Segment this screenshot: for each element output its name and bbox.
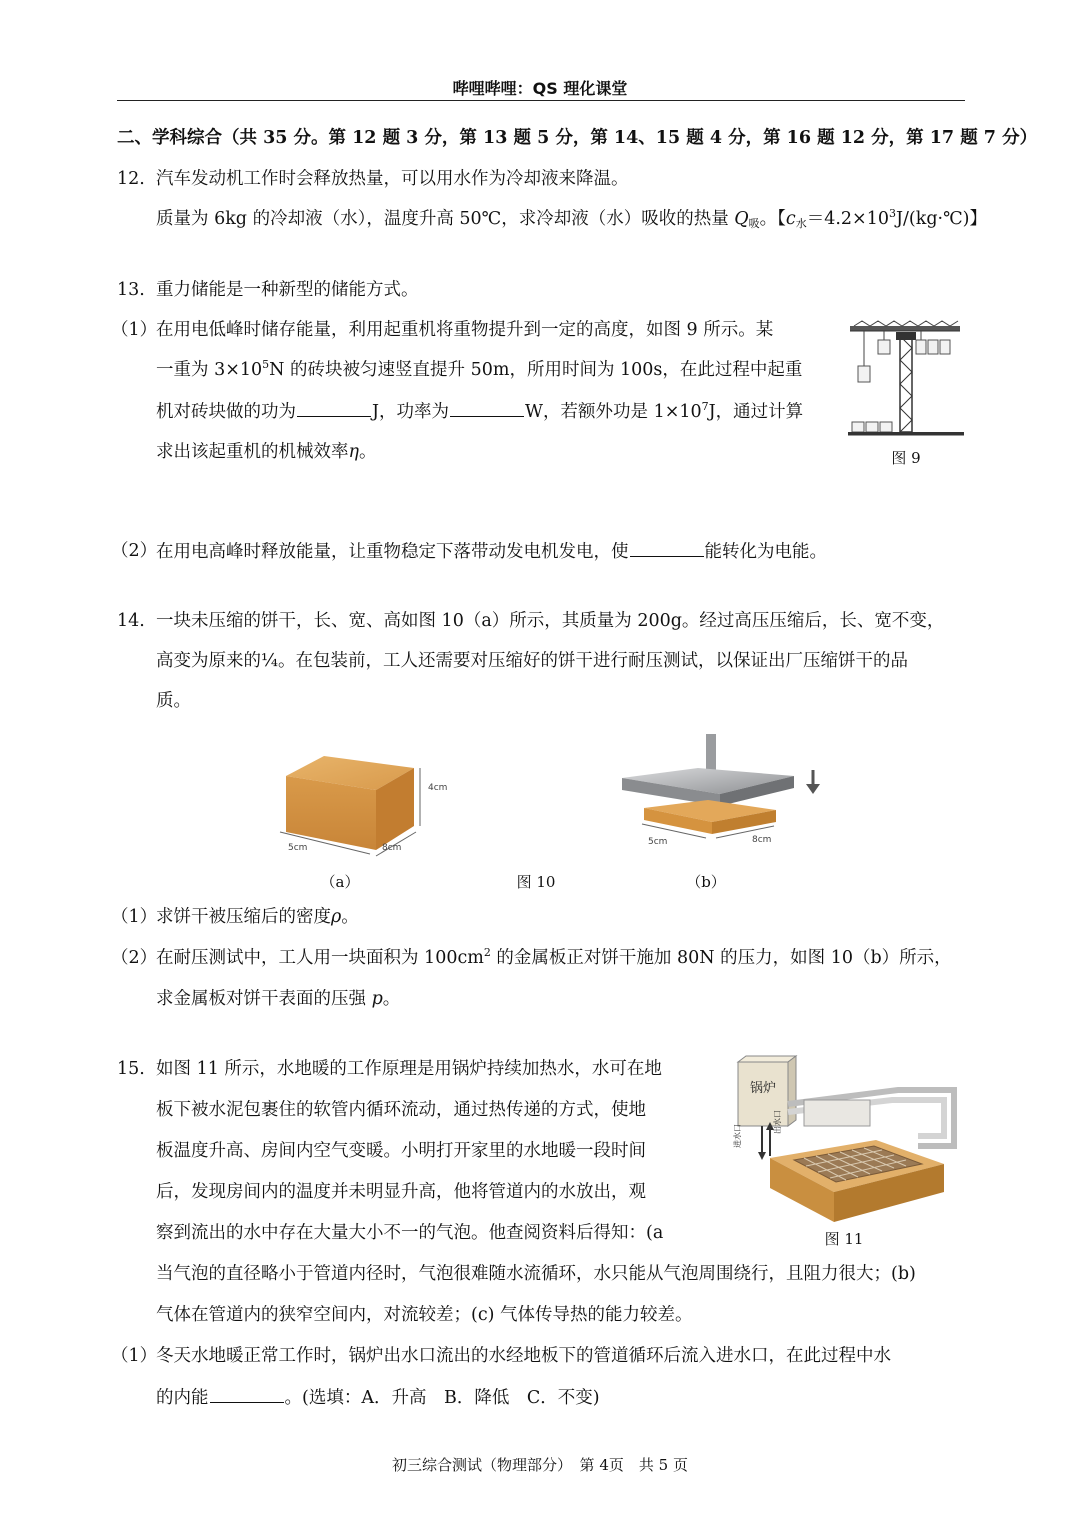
q15-line5: 察到流出的水中存在大量大小不一的气泡。他查阅资料后得知：(a — [156, 1223, 664, 1243]
q15-p1a: 的内能 — [156, 1388, 209, 1408]
q13-l3b: J，功率为 — [372, 402, 450, 422]
q13-number: 13. — [117, 280, 145, 300]
page-header-title: 哔哩哔哩：QS 理化课堂 — [452, 79, 628, 98]
figure-9-crane-illustration — [846, 318, 966, 448]
q13-part1-line4 — [156, 441, 377, 463]
figure-10b-press-illustration — [588, 734, 838, 864]
q15-line6: 当气泡的直径略小于管道内径时，气泡很难随水流循环，水只能从气泡周围绕行，且阻力很大；(b) — [156, 1264, 916, 1284]
dim-height-label: 4cm — [428, 783, 448, 793]
q12-line2-a: 质量为 6kg 的冷却液（水），温度升高 50℃，求冷却液（水）吸收的热量 — [156, 209, 735, 229]
figure-10b-label: （b） — [686, 873, 726, 891]
q14-part1-number: （1） — [111, 907, 158, 927]
answer-blank-energy[interactable] — [630, 540, 704, 557]
q14-p1b: 。 — [341, 907, 359, 927]
dim-width-label-b: 5cm — [648, 837, 668, 847]
figure-11-caption: 图 11 — [824, 1230, 864, 1248]
q14-p2b: 的金属板正对饼干施加 80N 的压力，如图 10（b）所示， — [490, 948, 952, 968]
q13-l4b: 。 — [359, 442, 377, 462]
inlet-label: 进水口 — [733, 1124, 742, 1148]
q12-line2 — [156, 208, 987, 230]
figure-10-caption: 图 10 — [516, 873, 556, 891]
q14-symbol-p: p — [371, 989, 383, 1009]
q14-exp2: 2 — [483, 946, 491, 959]
q13-part2-line — [156, 540, 827, 563]
q14-line2: 高变为原来的¼。在包装前，工人还需要对压缩好的饼干进行耐压测试，以保证出厂压缩饼干的品 — [156, 651, 908, 671]
section-title: 二、学科综合（共 35 分。第 12 题 3 分，第 13 题 5 分，第 14、15 题 4 分，第 16 题 12 分，第 17 题 7 分） — [117, 128, 1038, 148]
figure-10a-label: （a） — [320, 873, 360, 891]
q15-line3: 板温度升高、房间内空气变暖。小明打开家里的水地暖一段时间 — [156, 1141, 646, 1161]
q15-part1-line1: 冬天水地暖正常工作时，锅炉出水口流出的水经地板下的管道循环后流入进水口，在此过程中水 — [156, 1346, 891, 1366]
q13-l3c: W，若额外功是 1×10 — [525, 402, 702, 422]
q13-p2a: 在用电高峰时释放能量，让重物稳定下落带动发电机发电，使 — [156, 542, 629, 562]
q13-p2b: 能转化为电能。 — [704, 542, 827, 562]
q13-symbol-eta: η — [348, 442, 359, 462]
q14-part2-line2 — [156, 988, 400, 1010]
q13-part2-number: （2） — [111, 541, 158, 561]
q14-p2c: 求金属板对饼干表面的压强 — [156, 989, 372, 1009]
q15-line1: 如图 11 所示，水地暖的工作原理是用锅炉持续加热水，水可在地 — [156, 1059, 662, 1079]
q13-l2b: N 的砖块被匀速竖直提升 50m，所用时间为 100s，在此过程中起重 — [269, 360, 803, 380]
q12-exp3: 3 — [888, 207, 896, 220]
q12-number: 12. — [117, 169, 145, 189]
outlet-label: 出水口 — [773, 1110, 782, 1134]
q14-part2-number: （2） — [111, 948, 158, 968]
answer-blank-work[interactable] — [297, 400, 371, 417]
q13-intro: 重力储能是一种新型的储能方式。 — [156, 280, 419, 300]
q15-line4: 后，发现房间内的温度并未明显升高，他将管道内的水放出，观 — [156, 1182, 646, 1202]
q15-number: 15. — [117, 1059, 145, 1079]
q15-p1b: 。(选填：A．升高 B．降低 C．不变) — [284, 1388, 600, 1408]
figure-10a-biscuit-illustration — [240, 728, 480, 868]
q15-line7: 气体在管道内的狭窄空间内，对流较差；(c) 气体传导热的能力较差。 — [156, 1305, 693, 1325]
q13-l3d: J，通过计算 — [708, 402, 804, 422]
q14-p2a: 在耐压测试中，工人用一块面积为 100cm — [156, 948, 484, 968]
q12-line2-d: J/(kg·℃)】 — [895, 209, 987, 229]
q14-symbol-rho: ρ — [331, 907, 342, 927]
q12-symbol-Q: Q — [734, 209, 749, 229]
q15-part1-number: （1） — [111, 1346, 158, 1366]
header-rule — [117, 100, 965, 101]
q14-part1-line — [156, 906, 359, 928]
dim-width-label: 5cm — [288, 843, 308, 853]
q12-line2-b: 。【 — [759, 209, 786, 229]
q13-part1-number: （1） — [111, 320, 158, 340]
dim-length-label: 8cm — [382, 843, 402, 853]
answer-blank-internal-energy[interactable] — [210, 1386, 284, 1403]
q12-sub-water: 水 — [795, 217, 807, 230]
boiler-label: 锅炉 — [749, 1081, 777, 1096]
figure-11-floor-heating-illustration — [722, 1052, 968, 1224]
q12-line1: 汽车发动机工作时会释放热量，可以用水作为冷却液来降温。 — [156, 169, 629, 189]
q13-part1-line3 — [156, 400, 803, 423]
q14-number: 14. — [117, 611, 145, 631]
q13-exp7: 7 — [701, 400, 709, 413]
q12-line2-c: ＝4.2×10 — [806, 209, 889, 229]
q14-part2-line1 — [156, 947, 952, 969]
q13-l2a: 一重为 3×10 — [156, 360, 263, 380]
q13-part1-line2 — [156, 359, 802, 381]
dim-length-label-b: 8cm — [752, 835, 772, 845]
q13-l3a: 机对砖块做的功为 — [156, 402, 296, 422]
q14-p2d: 。 — [382, 989, 401, 1009]
page-footer: 初三综合测试（物理部分） 第 4页 共 5 页 — [392, 1456, 688, 1474]
q14-p1a: 求饼干被压缩后的密度 — [156, 907, 331, 927]
figure-9-caption: 图 9 — [891, 449, 921, 467]
q13-l4a: 求出该起重机的机械效率 — [156, 442, 349, 462]
q14-line3: 质。 — [156, 691, 191, 711]
q15-line2: 板下被水泥包裹住的软管内循环流动，通过热传递的方式，使地 — [156, 1100, 646, 1120]
q12-sub-absorb: 吸 — [748, 217, 760, 230]
q14-line1: 一块未压缩的饼干，长、宽、高如图 10（a）所示，其质量为 200g。经过高压压缩后，长、宽不变， — [156, 611, 945, 631]
q12-symbol-c: c — [785, 209, 796, 229]
q13-part1-line1: 在用电低峰时储存能量，利用起重机将重物提升到一定的高度，如图 9 所示。某 — [156, 320, 774, 340]
q13-exp5: 5 — [262, 358, 270, 371]
answer-blank-power[interactable] — [450, 400, 524, 417]
q15-part1-line2 — [156, 1386, 600, 1409]
